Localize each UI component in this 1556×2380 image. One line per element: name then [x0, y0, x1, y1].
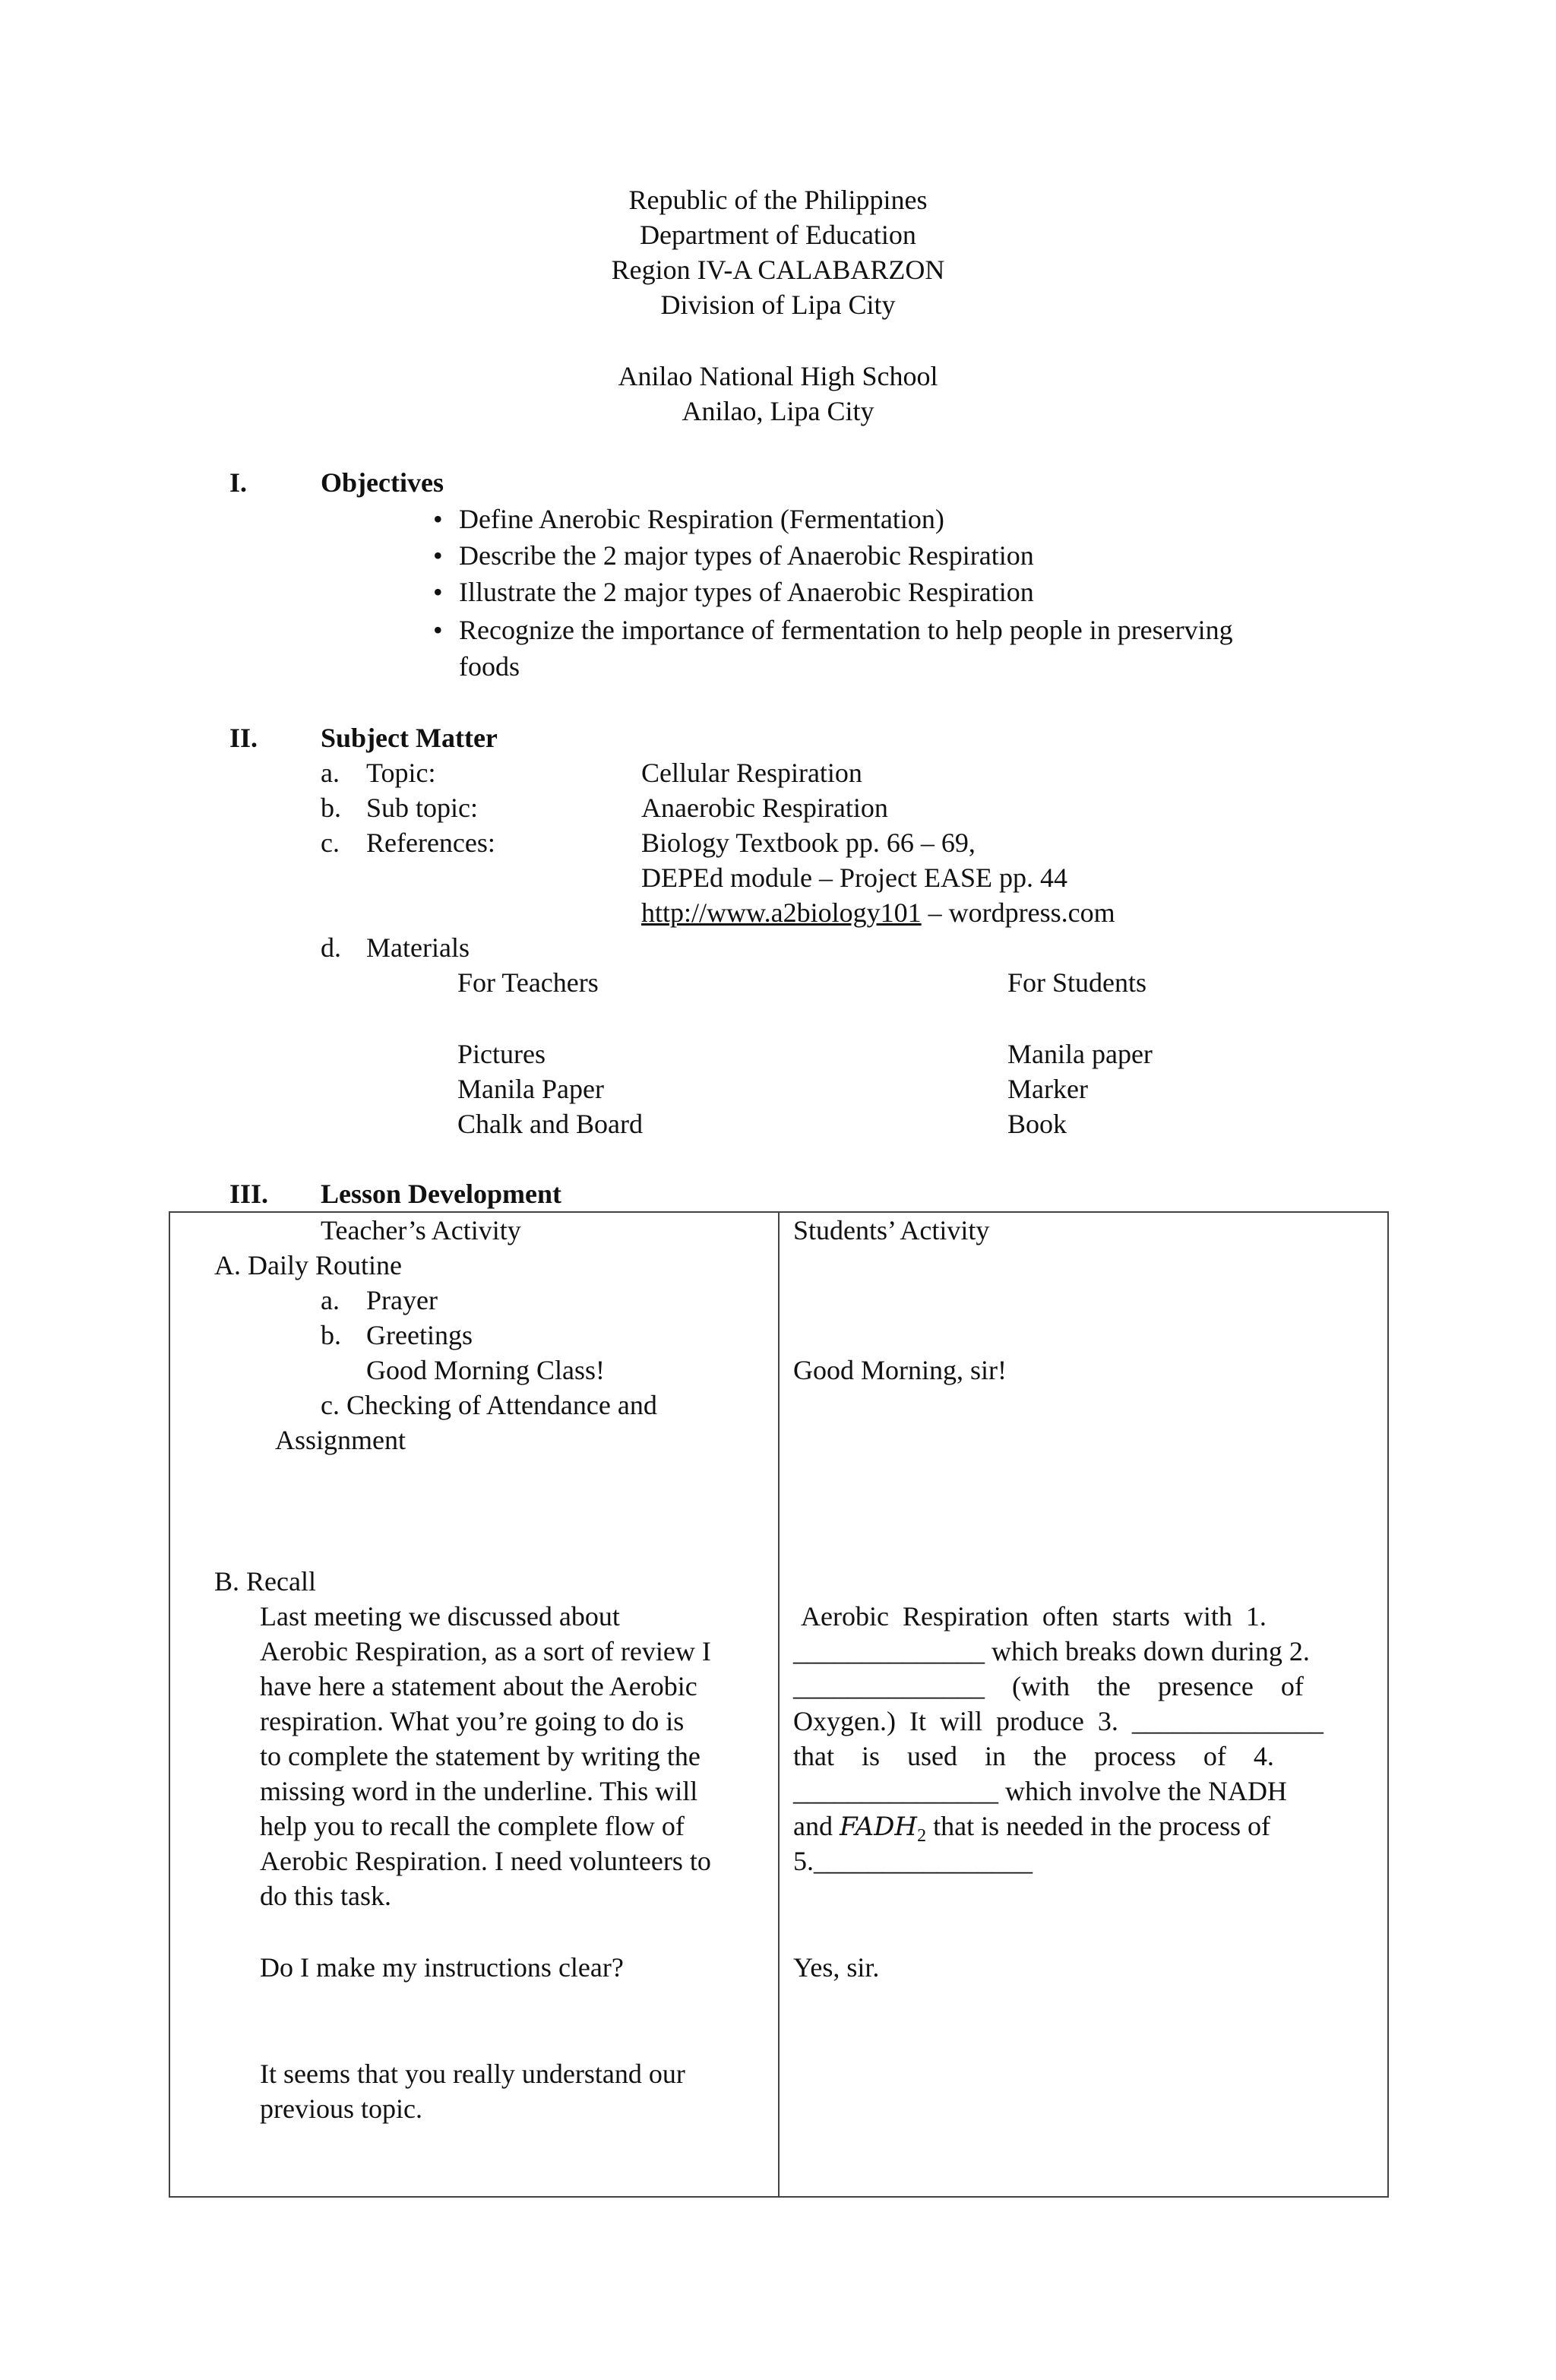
- recall-answer-line: ______________ (with the presence of: [793, 1671, 1304, 1701]
- reference-website: [641, 895, 1115, 930]
- recall-answer-line: Oxygen.) It will produce 3. ______________: [793, 1706, 1324, 1736]
- header-school: Anilao National High School: [618, 361, 938, 391]
- student-material: Book: [1007, 1109, 1067, 1139]
- objective-item: • Recognize the importance of fermentation to help people in preserving: [459, 612, 1233, 647]
- greetings-label: b.: [321, 1320, 341, 1350]
- closing-line: previous topic.: [260, 2094, 422, 2124]
- topic-key: Topic:: [366, 758, 436, 788]
- recall-answer-line: _______________ which involve the NADH: [793, 1776, 1287, 1806]
- recall-line: help you to recall the complete flow of: [260, 1811, 685, 1841]
- recall-line: respiration. What you’re going to do is: [260, 1706, 685, 1736]
- recall-line: Aerobic Respiration. I need volunteers to: [260, 1846, 711, 1876]
- teacher-material: Manila Paper: [457, 1074, 604, 1104]
- materials-key: Materials: [366, 932, 470, 963]
- header-division: Division of Lipa City: [660, 290, 896, 320]
- student-answer: Yes, sir.: [793, 1952, 880, 1983]
- materials-label: d.: [321, 932, 341, 963]
- reference-link[interactable]: http://www.a2biology101: [641, 897, 922, 928]
- subtopic-value: Anaerobic Respiration: [641, 793, 888, 823]
- header-address: Anilao, Lipa City: [682, 396, 874, 426]
- instruction-question: Do I make my instructions clear?: [260, 1952, 624, 1983]
- attendance-check: c. Checking of Attendance and: [321, 1390, 657, 1420]
- fadh-subscript: 2: [917, 1826, 927, 1847]
- fadh-suffix: that is needed in the process of: [926, 1811, 1270, 1841]
- student-material: Marker: [1007, 1074, 1088, 1104]
- reference-textbook: Biology Textbook pp. 66 – 69,: [641, 828, 976, 858]
- recall-answer-line: that is used in the process of 4.: [793, 1741, 1274, 1771]
- student-greeting-reply: Good Morning, sir!: [793, 1355, 1007, 1385]
- teacher-greeting: Good Morning Class!: [366, 1355, 605, 1385]
- recall-line: Aerobic Respiration, as a sort of review I: [260, 1636, 711, 1666]
- fadh-prefix: and: [793, 1811, 840, 1841]
- topic-label: a.: [321, 758, 340, 788]
- lesson-table-divider: [778, 1211, 780, 2198]
- greetings-text: Greetings: [366, 1320, 473, 1350]
- recall-line: do this task.: [260, 1881, 392, 1911]
- reference-link-rest: – wordpress.com: [921, 897, 1115, 928]
- fadh-symbol: FADH: [839, 1812, 918, 1842]
- teacher-activity-heading: Teacher’s Activity: [321, 1215, 521, 1245]
- recall-answer-line: Aerobic Respiration often starts with 1.: [801, 1601, 1267, 1632]
- objective-item-continued: foods: [459, 651, 520, 682]
- recall-title: B. Recall: [214, 1566, 316, 1597]
- recall-answer-line: ______________ which breaks down during 2.: [793, 1636, 1310, 1666]
- recall-line: to complete the statement by writing the: [260, 1741, 701, 1771]
- lesson-title: Lesson Development: [321, 1179, 561, 1209]
- objective-item: • Illustrate the 2 major types of Anaerobic Respiration: [459, 574, 1034, 609]
- prayer-text: Prayer: [366, 1285, 438, 1315]
- subtopic-label: b.: [321, 793, 341, 823]
- closing-line: It seems that you really understand our: [260, 2059, 685, 2089]
- student-material: Manila paper: [1007, 1039, 1153, 1069]
- subtopic-key: Sub topic:: [366, 793, 479, 823]
- prayer-label: a.: [321, 1285, 340, 1315]
- students-materials-heading: For Students: [1007, 967, 1147, 998]
- lesson-number: III.: [229, 1179, 269, 1209]
- daily-routine-title: A. Daily Routine: [214, 1250, 402, 1280]
- recall-answer-line: 5.________________: [793, 1846, 1033, 1876]
- header-region: Region IV-A CALABARZON: [611, 255, 945, 285]
- teacher-material: Pictures: [457, 1039, 546, 1069]
- student-activity-heading: Students’ Activity: [793, 1215, 990, 1245]
- references-label: c.: [321, 828, 340, 858]
- objectives-title: Objectives: [321, 467, 444, 498]
- subject-number: II.: [229, 723, 258, 753]
- reference-module: DEPEd module – Project EASE pp. 44: [641, 862, 1067, 893]
- objectives-number: I.: [229, 467, 248, 498]
- recall-answer-fadh-line: [793, 1809, 1270, 1847]
- topic-value: Cellular Respiration: [641, 758, 862, 788]
- references-key: References:: [366, 828, 495, 858]
- teacher-material: Chalk and Board: [457, 1109, 643, 1139]
- attendance-check-continued: Assignment: [275, 1425, 406, 1455]
- header-republic: Republic of the Philippines: [628, 185, 928, 215]
- objective-item: • Define Anerobic Respiration (Fermentation): [459, 502, 944, 536]
- recall-line: Last meeting we discussed about: [260, 1601, 620, 1632]
- subject-title: Subject Matter: [321, 723, 498, 753]
- header-department: Department of Education: [640, 220, 916, 250]
- recall-line: missing word in the underline. This will: [260, 1776, 698, 1806]
- objective-item: • Describe the 2 major types of Anaerobic Respiration: [459, 538, 1034, 573]
- teachers-materials-heading: For Teachers: [457, 967, 599, 998]
- recall-line: have here a statement about the Aerobic: [260, 1671, 697, 1701]
